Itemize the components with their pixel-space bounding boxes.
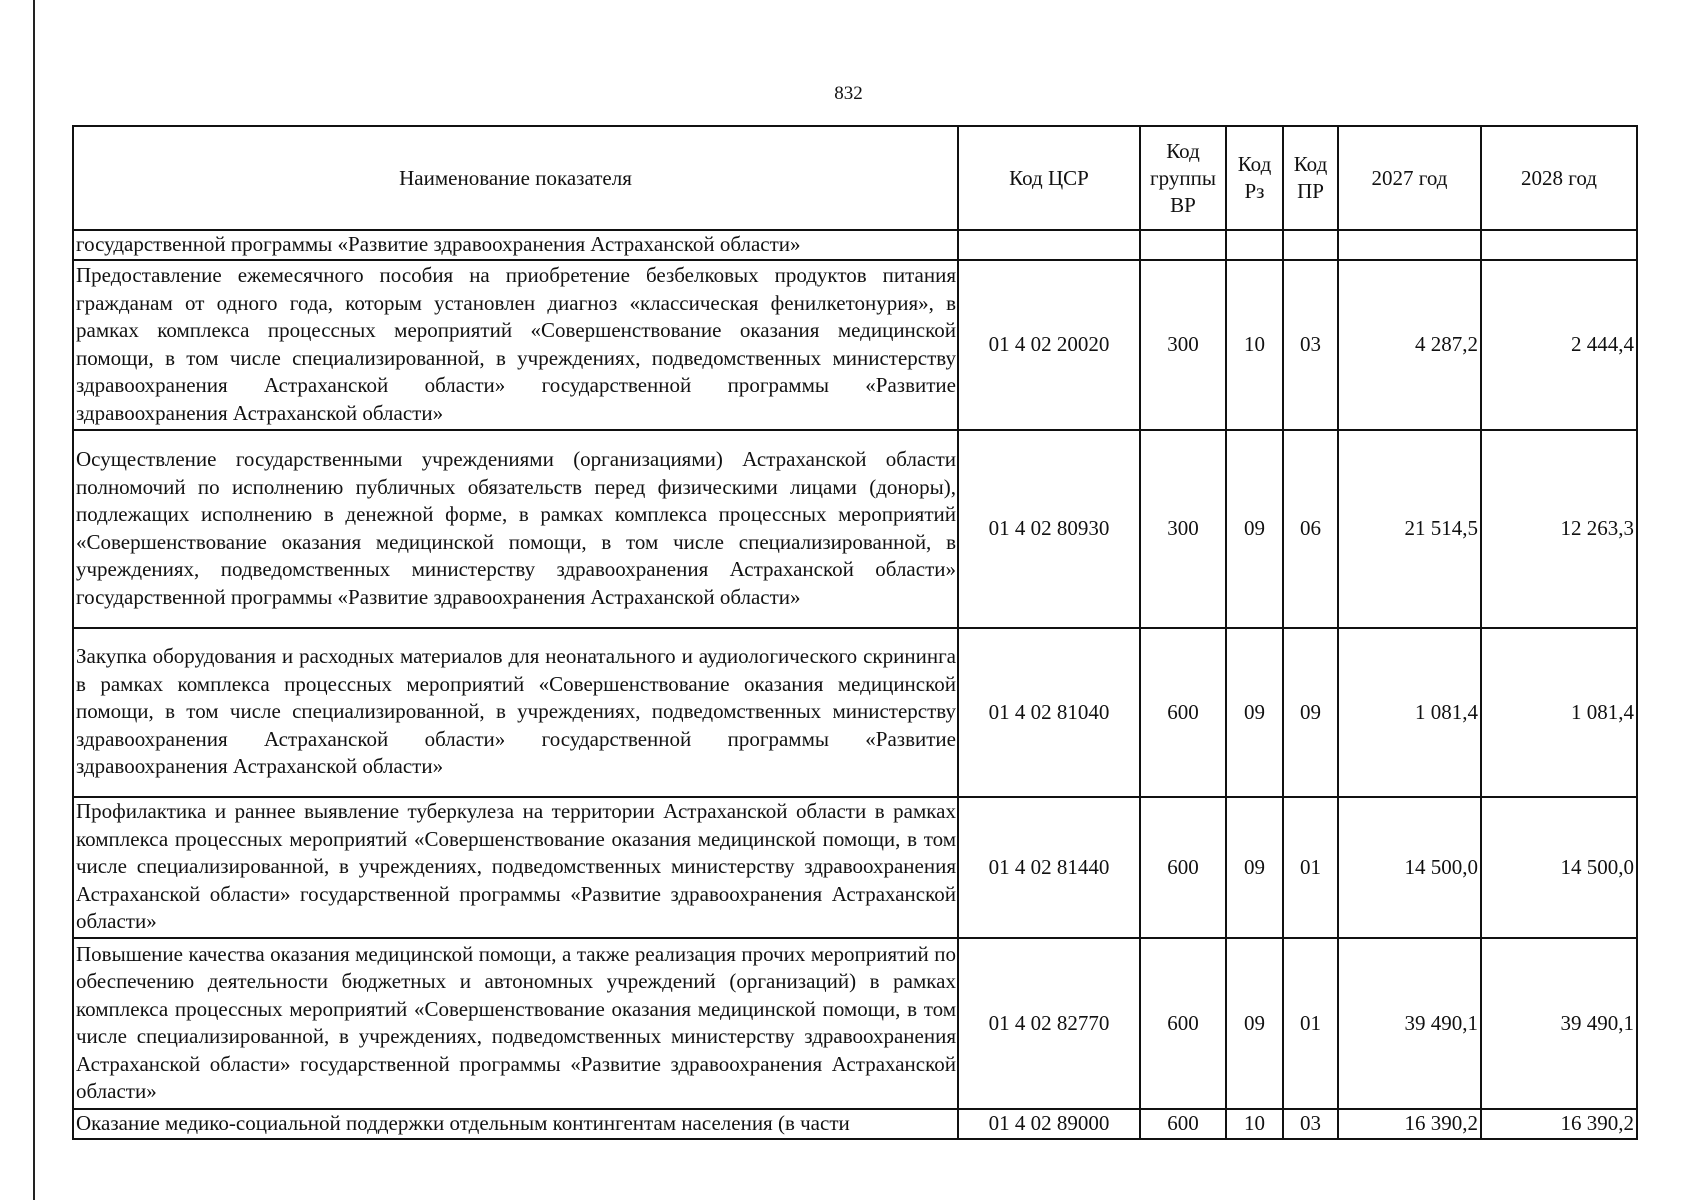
table-row: [73, 230, 1637, 260]
header-rz: Код Рз: [1226, 126, 1283, 230]
row-csr: 01 4 02 89000: [958, 1109, 1140, 1139]
row-vr: 600: [1140, 628, 1226, 797]
header-vr: Код группы ВР: [1140, 126, 1226, 230]
row-name: государственной программы «Развитие здравоохранения Астраханской области»: [73, 230, 958, 260]
row-2028: 2 444,4: [1481, 260, 1637, 430]
row-rz: 10: [1226, 1109, 1283, 1139]
row-name: Осуществление государственными учреждениями (организациями) Астраханской области полномочий по исполнению публичных обязательств перед физическими лицами (доноры), подлежащих исполнению в денежной форме, в рамках комплекса процессных мероприятий «Совершенствование оказания медицинской помощи, в том числе специализированной, в учреждениях, подведомственных министерству здравоохранения Астраханской области» государственной программы «Развитие здравоохранения Астраханской области»: [73, 430, 958, 628]
row-name: Оказание медико-социальной поддержки отдельным контингентам населения (в части: [73, 1109, 958, 1139]
row-pr: 03: [1283, 260, 1338, 430]
row-rz: 09: [1226, 797, 1283, 938]
row-csr: 01 4 02 80930: [958, 430, 1140, 628]
row-name: Предоставление ежемесячного пособия на приобретение безбелковых продуктов питания гражданам от одного года, которым установлен диагноз «классическая фенилкетонурия», в рамках комплекса процессных мероприятий «Совершенствование оказания медицинской помощи, в том числе специализированной, в учреждениях, подведомственных министерству здравоохранения Астраханской области» государственной программы «Развитие здравоохранения Астраханской области»: [73, 260, 958, 430]
row-csr: 01 4 02 81040: [958, 628, 1140, 797]
row-2027: 14 500,0: [1338, 797, 1481, 938]
header-2027: 2027 год: [1338, 126, 1481, 230]
row-vr: [1140, 230, 1226, 260]
row-name: Повышение качества оказания медицинской помощи, а также реализация прочих мероприятий по обеспечению деятельности бюджетных и автономных учреждений (организаций) в рамках комплекса процессных мероприятий «Совершенствование оказания медицинской помощи, в том числе специализированной, в учреждениях, подведомственных министерству здравоохранения Астраханской области» государственной программы «Развитие здравоохранения Астраханской области»: [73, 938, 958, 1109]
row-csr: 01 4 02 82770: [958, 938, 1140, 1109]
row-pr: 01: [1283, 938, 1338, 1109]
row-rz: 09: [1226, 628, 1283, 797]
row-pr: 03: [1283, 1109, 1338, 1139]
row-2027: [1338, 230, 1481, 260]
header-pr: Код ПР: [1283, 126, 1338, 230]
table-row: [73, 628, 1637, 797]
row-2027: 16 390,2: [1338, 1109, 1481, 1139]
row-vr: 300: [1140, 260, 1226, 430]
row-vr: 600: [1140, 938, 1226, 1109]
row-2027: 39 490,1: [1338, 938, 1481, 1109]
header-2028: 2028 год: [1481, 126, 1637, 230]
page-number: 832: [834, 83, 863, 104]
row-csr: 01 4 02 81440: [958, 797, 1140, 938]
header-csr: Код ЦСР: [958, 126, 1140, 230]
row-2028: 39 490,1: [1481, 938, 1637, 1109]
row-pr: [1283, 230, 1338, 260]
row-2028: 14 500,0: [1481, 797, 1637, 938]
row-rz: 09: [1226, 938, 1283, 1109]
budget-table: [72, 125, 1638, 1140]
row-pr: 01: [1283, 797, 1338, 938]
table-row: [73, 260, 1637, 430]
row-name: Профилактика и раннее выявление туберкулеза на территории Астраханской области в рамках комплекса процессных мероприятий «Совершенствование оказания медицинской помощи, в том числе специализированной, в учреждениях, подведомственных министерству здравоохранения Астраханской области» государственной программы «Развитие здравоохранения Астраханской области»: [73, 797, 958, 938]
row-2028: 12 263,3: [1481, 430, 1637, 628]
table-row: [73, 797, 1637, 938]
row-csr: [958, 230, 1140, 260]
row-name: Закупка оборудования и расходных материалов для неонатального и аудиологического скрининга в рамках комплекса процессных мероприятий «Совершенствование оказания медицинской помощи, в том числе специализированной, в учреждениях, подведомственных министерству здравоохранения Астраханской области» государственной программы «Развитие здравоохранения Астраханской области»: [73, 628, 958, 797]
row-vr: 300: [1140, 430, 1226, 628]
row-2028: [1481, 230, 1637, 260]
row-rz: [1226, 230, 1283, 260]
table-header-row: [73, 126, 1637, 230]
header-name: Наименование показателя: [73, 126, 958, 230]
page-margin-line: [33, 0, 35, 1200]
row-2027: 21 514,5: [1338, 430, 1481, 628]
row-csr: 01 4 02 20020: [958, 260, 1140, 430]
row-2028: 1 081,4: [1481, 628, 1637, 797]
table-row: [73, 938, 1637, 1109]
table-row: [73, 430, 1637, 628]
row-rz: 10: [1226, 260, 1283, 430]
row-vr: 600: [1140, 1109, 1226, 1139]
row-pr: 06: [1283, 430, 1338, 628]
row-rz: 09: [1226, 430, 1283, 628]
row-2027: 1 081,4: [1338, 628, 1481, 797]
table-row: [73, 1109, 1637, 1139]
row-2028: 16 390,2: [1481, 1109, 1637, 1139]
row-pr: 09: [1283, 628, 1338, 797]
row-vr: 600: [1140, 797, 1226, 938]
row-2027: 4 287,2: [1338, 260, 1481, 430]
